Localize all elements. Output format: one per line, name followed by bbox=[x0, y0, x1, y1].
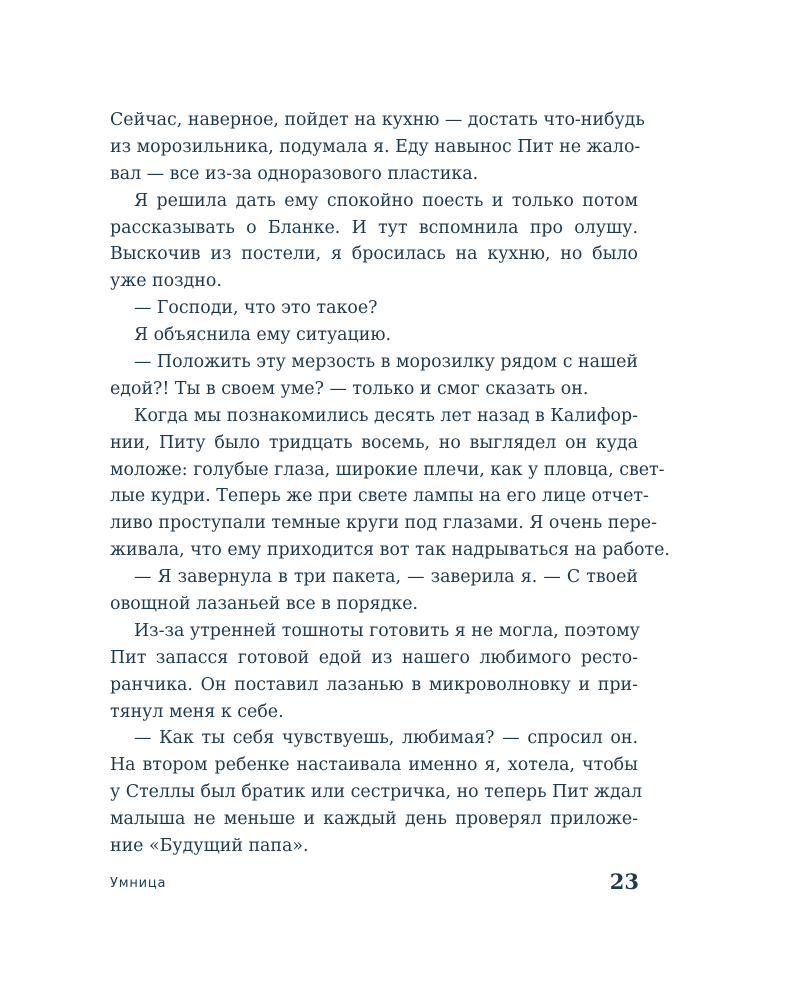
text-line: из морозильника, подумала я. Еду навынос Пит не жало- bbox=[110, 136, 641, 157]
text-line: — Положить эту мерзость в морозилку рядом с нашей bbox=[134, 352, 638, 373]
text-line: у Стеллы был братик или сестричка, но теперь Пит ждал bbox=[110, 782, 643, 803]
text-line: Сейчас, наверное, пойдет на кухню — достать что-нибудь bbox=[110, 110, 645, 130]
text-line: Пит запасся готовой едой из нашего любимого ресто- bbox=[110, 647, 638, 668]
text-line: На втором ребенке настаивала именно я, хотела, чтобы bbox=[110, 755, 638, 776]
text-line: ние «Будущий папа». bbox=[110, 836, 309, 857]
text-line: тянул меня к себе. bbox=[110, 701, 284, 722]
text-line: Я решила дать ему спокойно поесть и только потом bbox=[134, 190, 638, 211]
running-footer-title: Умница bbox=[110, 876, 167, 891]
text-line: Выскочив из постели, я бросилась на кухню, но было bbox=[110, 244, 638, 265]
text-line: уже поздно. bbox=[110, 271, 222, 292]
text-line: овощной лазаньей все в порядке. bbox=[110, 594, 419, 615]
text-line: Я объяснила ему ситуацию. bbox=[134, 325, 391, 346]
text-line: рассказывать о Бланке. И тут вспомнила про олушу. bbox=[110, 217, 638, 238]
text-line: моложе: голубые глаза, широкие плечи, как у пловца, свет- bbox=[110, 459, 665, 480]
text-line: ранчика. Он поставил лазанью в микроволновку и при- bbox=[110, 674, 638, 695]
text-line: — Я завернула в три пакета, — заверила я. — С твоей bbox=[134, 567, 638, 588]
text-line: вал — все из-за одноразового пластика. bbox=[110, 163, 479, 184]
text-line: Из-за утренней тошноты готовить я не могла, поэтому bbox=[134, 620, 640, 641]
text-line: едой?! Ты в своем уме? — только и смог сказать он. bbox=[110, 378, 589, 399]
text-line: малыша не меньше и каждый день проверял приложе- bbox=[110, 809, 638, 830]
text-line: ливо проступали темные круги под глазами. Я очень пере- bbox=[110, 513, 657, 534]
page-number: 23 bbox=[609, 869, 639, 894]
text-line: нии, Питу было тридцать восемь, но выглядел он куда bbox=[110, 432, 638, 453]
text-line: Когда мы познакомились десять лет назад в Калифор- bbox=[134, 405, 638, 426]
text-line: лые кудри. Теперь же при свете лампы на его лице отчет- bbox=[110, 486, 649, 507]
text-line: живала, что ему приходится вот так надрываться на работе. bbox=[110, 540, 670, 561]
text-line: — Как ты себя чувствуешь, любимая? — спросил он. bbox=[134, 728, 638, 749]
text-line: — Господи, что это такое? bbox=[134, 298, 378, 319]
page-body-text bbox=[110, 107, 670, 860]
